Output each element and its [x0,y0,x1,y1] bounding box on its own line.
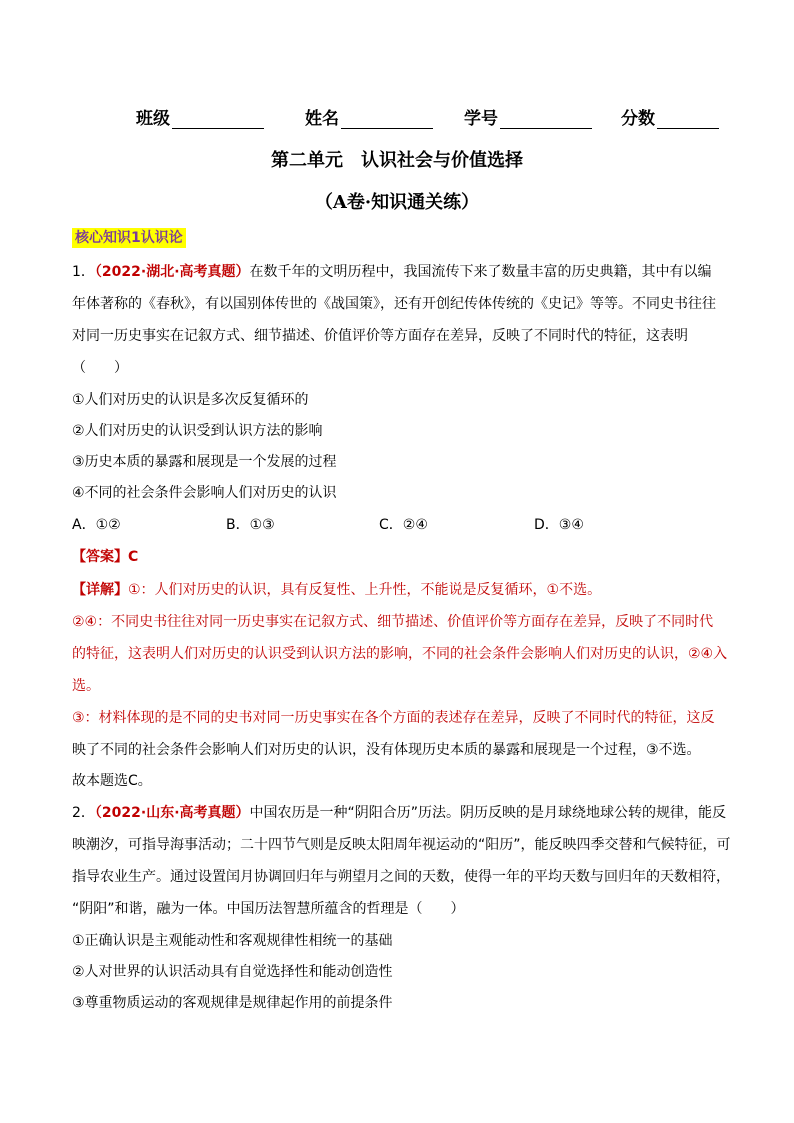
q1-stem-line-4: （ ） [72,360,128,376]
q1-source: （2022·湖北·高考真题） [94,264,250,280]
q2-item-1: ①正确认识是主观能动性和客观规律性相统一的基础 [72,933,393,949]
q2-stem-line-1 [72,803,726,823]
q1-item-1: ①人们对历史的认识是多次反复循环的 [72,392,309,408]
q2-source: （2022·山东·高考真题） [94,805,250,821]
q1-detail-label: 【详解】 [72,582,128,598]
q2-stem-text-1: 中国农历是一种“阴阳合历”历法。阴历反映的是月球绕地球公转的规律，能反 [249,805,727,821]
q2-stem-line-4: “阴阳”和谐，融为一体。中国历法智慧所蕴含的哲理是（ ） [72,901,465,917]
q1-detail-line-3: 的特征，这表明人们对历史的认识受到认识方法的影响，不同的社会条件会影响人们对历史的认识，②④入 [72,646,728,662]
q1-answer-label: 【答案】 [72,549,128,565]
class-field [136,104,264,129]
class-blank[interactable] [172,110,264,129]
student-id-field [464,104,592,129]
q1-number: 1． [72,264,95,280]
q2-number: 2． [72,805,95,821]
q1-detail-line-1 [72,580,601,600]
score-field [621,104,719,129]
q2-item-3: ③尊重物质运动的客观规律是规律起作用的前提条件 [72,995,393,1011]
q1-detail-line-5: ③：材料体现的是不同的史书对同一历史事实在各个方面的表述存在差异，反映了不同时代的特征，这反 [72,710,715,726]
page-subtitle: （A卷·知识通关练） [314,192,480,213]
name-field [305,104,433,129]
q1-detail-line-7: 故本题选C。 [72,773,152,789]
q2-stem-line-3: 指导农业生产。通过设置闰月协调回归年与朔望月之间的天数，使得一年的平均天数与回归年的天数相符， [72,869,730,885]
page-title: 第二单元 认识社会与价值选择 [271,150,523,171]
class-label: 班级 [136,109,170,129]
q1-option-d[interactable]: D．③④ [534,517,584,533]
q1-stem-line-1 [72,262,712,282]
q1-detail-line-2: ②④：不同史书往往对同一历史事实在记叙方式、细节描述、价值评价等方面存在差异，反映了不同时代 [72,614,714,630]
student-id-blank[interactable] [500,110,592,129]
q1-stem-line-2: 年体著称的《春秋》，有以国别体传世的《战国策》，还有开创纪传体传统的《史记》等等。不同史书往往 [72,296,716,312]
q1-stem-text-1: 在数千年的文明历程中，我国流传下来了数量丰富的历史典籍，其中有以编 [249,264,712,280]
q2-stem-line-2: 映潮汐，可指导海事活动；二十四节气则是反映太阳周年视运动的“阳历”，能反映四季交替和气候特征，可 [72,837,731,853]
name-blank[interactable] [341,110,433,129]
q1-option-c[interactable]: C．②④ [379,517,428,533]
q1-detail-text-1: ①：人们对历史的认识，具有反复性、上升性，不能说是反复循环，①不选。 [128,582,602,598]
q1-option-b[interactable]: B．①③ [226,517,275,533]
q1-option-a[interactable]: A．①② [72,517,121,533]
q1-item-4: ④不同的社会条件会影响人们对历史的认识 [72,485,337,501]
q1-answer [72,547,138,567]
q1-item-3: ③历史本质的暴露和展现是一个发展的过程 [72,454,337,470]
section-tag: 核心知识1认识论 [72,228,186,248]
q1-detail-line-4: 选。 [72,678,100,694]
name-label: 姓名 [305,109,339,129]
q1-item-2: ②人们对历史的认识受到认识方法的影响 [72,423,323,439]
q2-item-2: ②人对世界的认识活动具有自觉选择性和能动创造性 [72,964,393,980]
score-label: 分数 [621,109,655,129]
q1-detail-line-6: 映了不同的社会条件会影响人们对历史的认识，没有体现历史本质的暴露和展现是一个过程，③不选。 [72,742,701,758]
score-blank[interactable] [657,110,719,129]
student-info-fields [0,104,794,132]
q1-answer-value: C [128,549,139,565]
student-id-label: 学号 [464,109,498,129]
q1-options [72,515,712,535]
q1-stem-line-3: 对同一历史事实在记叙方式、细节描述、价值评价等方面存在差异，反映了不同时代的特征，这表明 [72,328,688,344]
